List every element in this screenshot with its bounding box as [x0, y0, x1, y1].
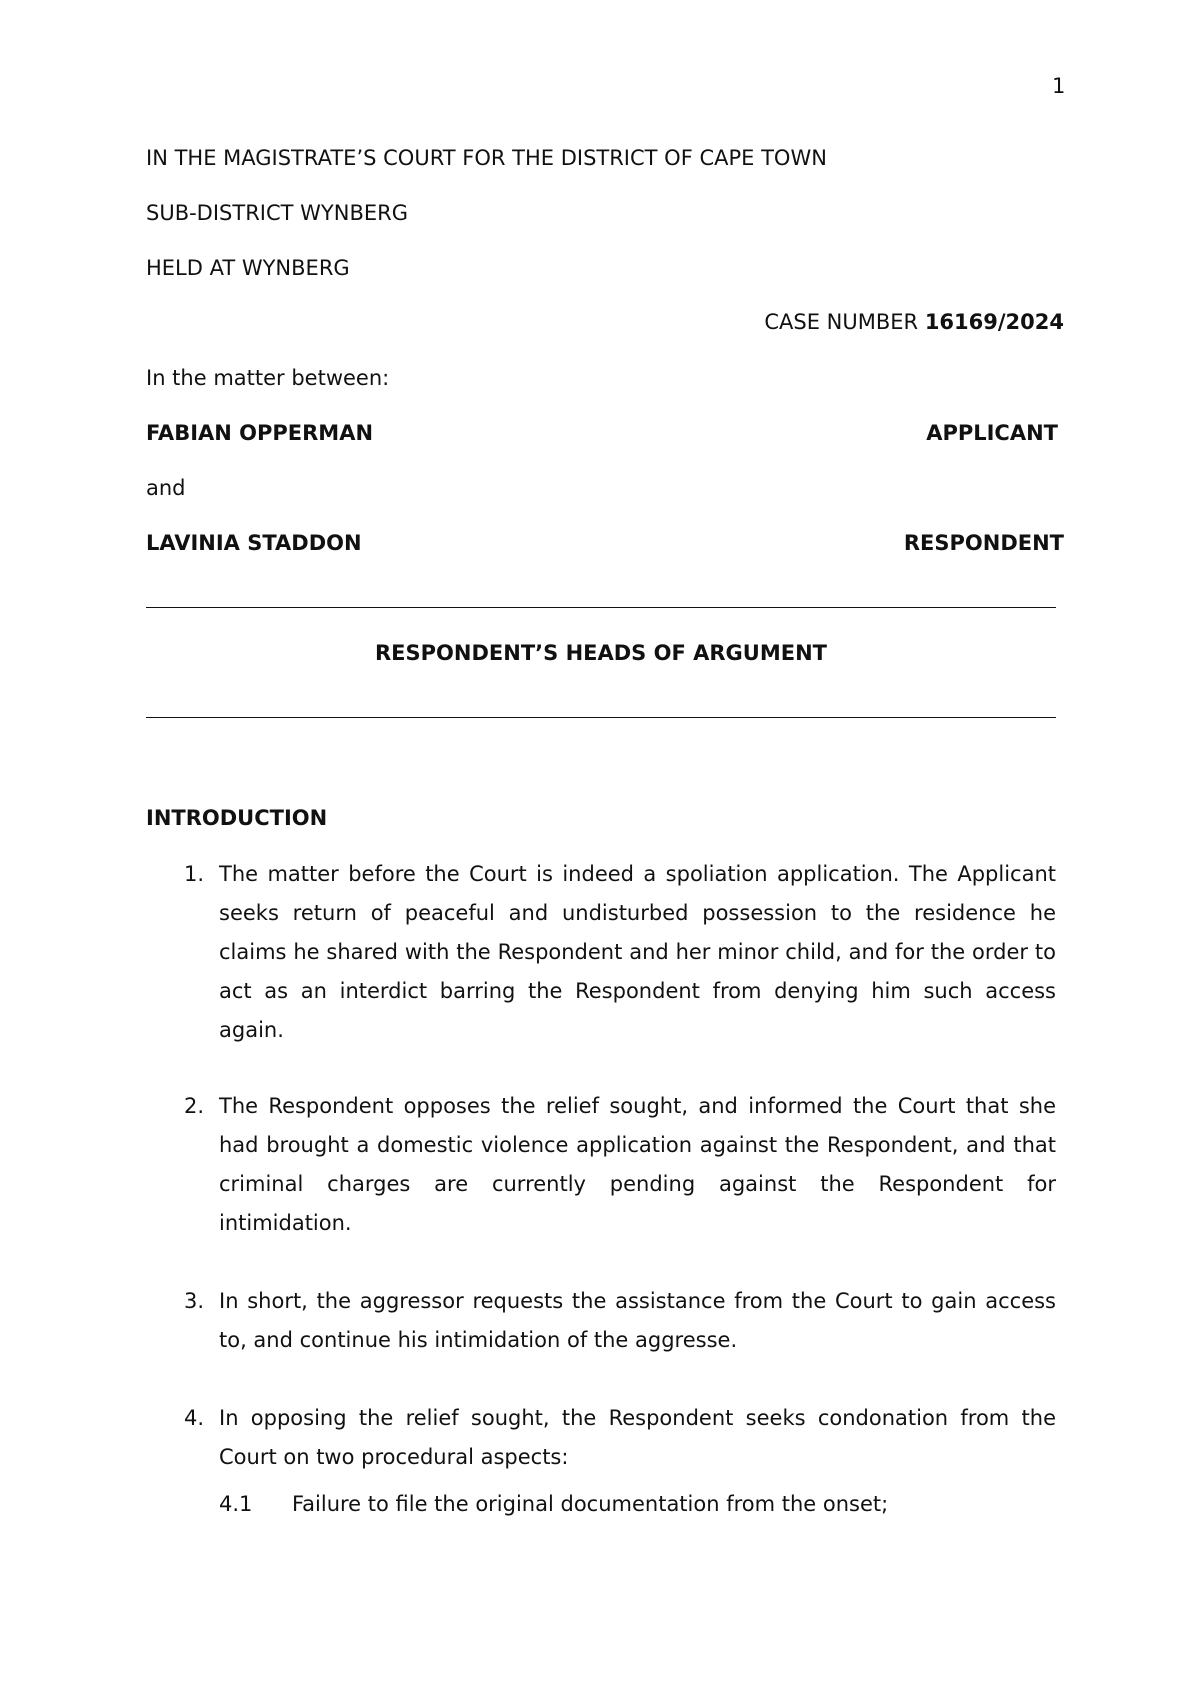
paragraph-number: 3.	[184, 1289, 205, 1313]
applicant-name: FABIAN OPPERMAN	[146, 421, 374, 445]
paragraph-text: The Respondent opposes the relief sought, and informed the Court that she had brought a domestic violence application against the Respondent, and that criminal charges are currently pending against the Respondent for intimidation.	[219, 1094, 1056, 1235]
title-top-rule	[146, 607, 1056, 608]
case-number-value: 16169/2024	[924, 310, 1064, 334]
document-title: RESPONDENT’S HEADS OF ARGUMENT	[375, 641, 827, 665]
court-heading: IN THE MAGISTRATE’S COURT FOR THE DISTRICT OF CAPE TOWN	[146, 146, 827, 170]
applicant-role: APPLICANT	[926, 421, 1058, 445]
paragraph-text: The matter before the Court is indeed a spoliation application. The Applicant seeks return of peaceful and undisturbed possession to the residence he claims he shared with the Respondent and her minor child, and for the order to act as an interdict barring the Respondent from denying him such access again.	[219, 862, 1056, 1042]
page-number: 1	[1052, 74, 1066, 98]
sub-district: SUB-DISTRICT WYNBERG	[146, 201, 408, 225]
matter-between: In the matter between:	[146, 366, 390, 390]
subparagraph-text: Failure to file the original documentation from the onset;	[292, 1492, 889, 1516]
section-heading: INTRODUCTION	[146, 806, 328, 830]
held-at: HELD AT WYNBERG	[146, 256, 350, 280]
paragraph-text: In opposing the relief sought, the Respondent seeks condonation from the Court on two procedural aspects:	[219, 1406, 1056, 1469]
title-bottom-rule	[146, 717, 1056, 718]
respondent-role: RESPONDENT	[903, 531, 1064, 555]
subparagraph-4-1	[219, 1492, 888, 1516]
case-number-label: CASE NUMBER	[764, 310, 919, 334]
paragraph-text: In short, the aggressor requests the assistance from the Court to gain access to, and continue his intimidation of the aggresse.	[219, 1289, 1056, 1352]
paragraph-number: 1.	[184, 862, 205, 886]
respondent-name: LAVINIA STADDON	[146, 531, 362, 555]
and-conjunction: and	[146, 476, 186, 500]
paragraph-number: 2.	[184, 1094, 205, 1118]
paragraph-number: 4.	[184, 1406, 205, 1430]
subparagraph-number: 4.1	[219, 1492, 253, 1516]
case-number	[764, 310, 1064, 334]
